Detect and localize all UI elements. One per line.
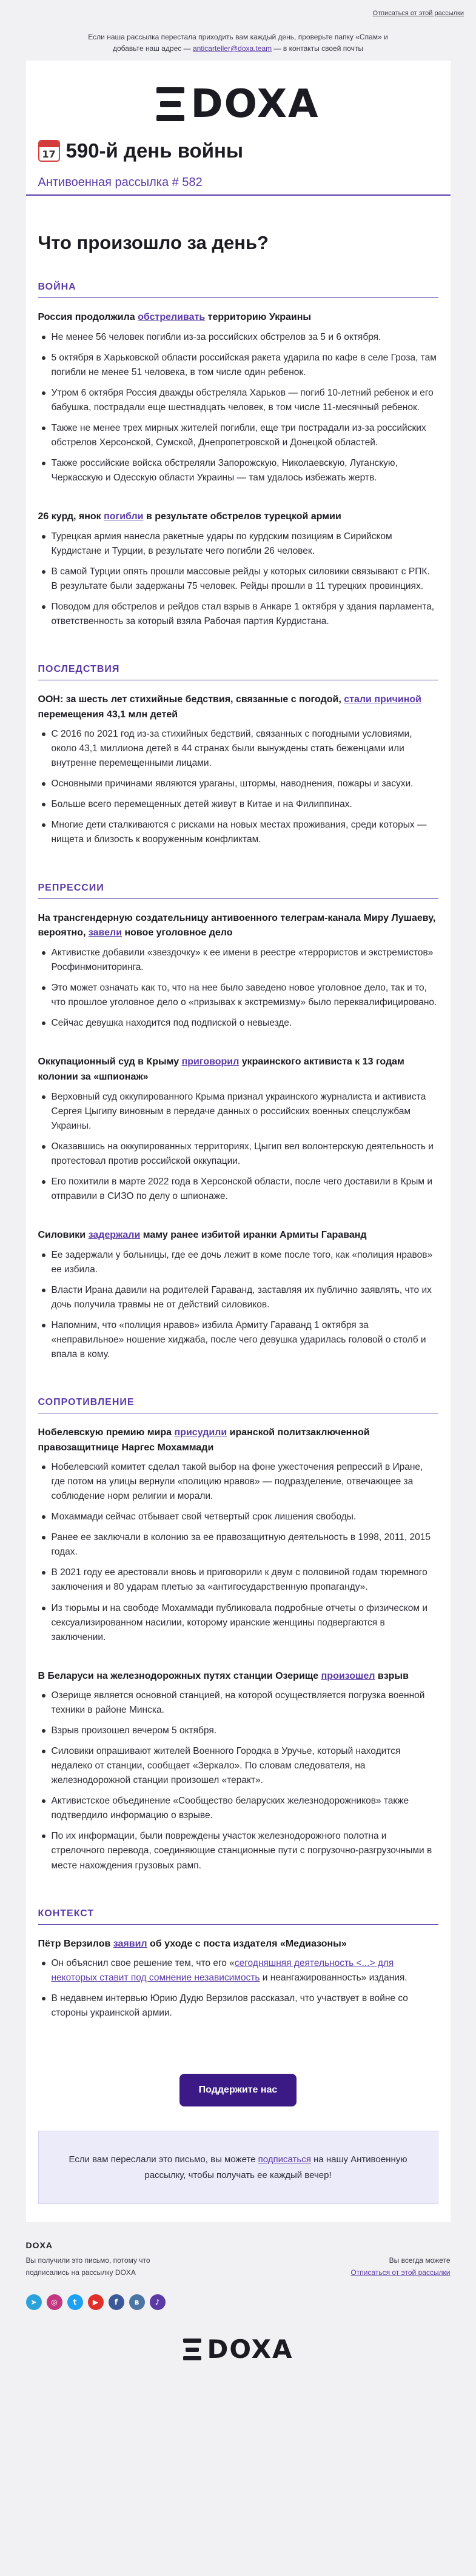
news-item <box>38 1055 438 1204</box>
headline-text: маму ранее избитой иранки Армиты Гараванд <box>140 1229 367 1240</box>
vk-icon[interactable]: в <box>129 2294 145 2310</box>
section-label: КОНТЕКСТ <box>38 1908 438 1925</box>
list-text: В недавнем интервью Юрию Дудю Верзилов рассказал, что участвует в войне со стороны украинской армии. <box>51 1993 408 2019</box>
doxa-logo <box>156 81 320 127</box>
headline-text: взрыв <box>375 1670 409 1681</box>
news-sections <box>26 282 451 2056</box>
header-logo[interactable] <box>26 61 451 139</box>
headline-text: в результате обстрелов турецкой армии <box>143 511 341 522</box>
list-item: В самой Турции опять прошли массовые рейды у кoторых силовики связывают с РПК. В результате были задержаны 75 человек. Рейды прошли в 11 турецких провинциях. <box>52 565 438 594</box>
headline-text: иранской политзаключенной правозащитнице Наргес Мохаммади <box>38 1427 370 1453</box>
list-item: Также российские войска обстреляли Запорожскую, Николаевскую, Луганскую, Черкасскую и Одесскую области Украины — там удалось избежать жертв. <box>52 456 438 485</box>
news-section <box>26 883 451 1397</box>
list-item <box>52 1991 438 2020</box>
contact-email-link[interactable]: antiсarteller@doxa.team <box>192 44 272 53</box>
share-box <box>38 2131 438 2204</box>
headline-source-link[interactable]: завели <box>88 928 122 938</box>
news-item <box>38 911 438 1031</box>
cta-wrap <box>26 2056 451 2131</box>
support-us-button[interactable]: Поддержите нас <box>179 2074 297 2106</box>
headline-source-link[interactable]: погибли <box>104 511 144 522</box>
notice-text: добавьте наш адрес — <box>112 44 193 53</box>
list-item: Активистское объединение «Сообщество беларуских железнодорожников» также подтвердило информацию о взрыве. <box>52 1794 438 1823</box>
notice-text: Если наша рассылка перестала приходить вам каждый день, проверьте папку «Спам» и <box>88 32 388 41</box>
list-item: Оказавшись на оккупированных территориях, Цыгип вел волонтерскую деятельность и протестовал против российской оккупации. <box>52 1140 438 1169</box>
list-item: Активистке добавили «звездочку» к ее имени в реестре «террористов и экстремистов» Росфинмониторинга. <box>52 946 438 975</box>
headline-text: Силовики <box>38 1229 89 1240</box>
bullet-list <box>38 1956 438 2020</box>
headline-text: Пётр Верзилов <box>38 1938 113 1949</box>
headline-source-link[interactable]: задержали <box>88 1229 141 1240</box>
headline-text: территорию Украины <box>205 311 312 322</box>
news-item <box>38 1669 438 1873</box>
section-label: ПОСЛЕДСТВИЯ <box>38 664 438 680</box>
headline-text: 26 курд, янок <box>38 511 104 522</box>
issue-subtitle <box>26 176 451 196</box>
news-item <box>38 310 438 485</box>
facebook-icon[interactable]: f <box>109 2294 124 2310</box>
list-item: Озерище является основной станцией, на которой осуществляется погрузка военной техники в районе Минска. <box>52 1688 438 1718</box>
news-section <box>26 1908 451 2056</box>
list-item: Также не менее трех мирных жителей погибли, еще три пострадали из-за российских обстрелов Херсонской, Сумской, Днепропетровской и Донецкой областей. <box>52 421 438 450</box>
list-item: Взрыв произошел вечером 5 октября. <box>52 1724 438 1738</box>
news-item <box>38 1937 438 2021</box>
headline-text: об уходе с поста издателя «Медиазоны» <box>147 1938 347 1949</box>
bullet-list <box>38 529 438 629</box>
logo-wordmark: DOXA <box>207 2334 293 2364</box>
section-label: СОПРОТИВЛЕНИЕ <box>38 1397 438 1413</box>
headline-source-link[interactable]: произошел <box>321 1670 375 1681</box>
list-text: и неангажированность» издания. <box>260 1973 407 1983</box>
list-text: Он объяснил свое решение тем, что его « <box>51 1958 235 1969</box>
unsubscribe-top-link[interactable]: Отписаться от этой рассылки <box>372 10 464 17</box>
list-item: Не менее 56 человек погибли из-за российских обстрелов за 5 и 6 октября. <box>52 330 438 345</box>
social-links <box>26 2294 451 2310</box>
headline-text: Россия продолжила <box>38 311 138 322</box>
notice-text: — в контакты своей почты <box>272 44 364 53</box>
calendar-icon: 17 <box>38 140 60 162</box>
list-item: Мохаммади сейчас отбывает свой четвертый срок лишения свободы. <box>52 1510 438 1524</box>
headline-source-link[interactable]: обстреливать <box>138 311 206 322</box>
news-headline <box>38 1669 438 1684</box>
news-headline <box>38 1426 438 1456</box>
day-title <box>26 139 451 162</box>
list-item: В 2021 году ее арестовали вновь и приговорили к двум с половиной годам тюремного заключения и 80 ударам плетью за «антигосударственную пропаганду». <box>52 1565 438 1595</box>
bullet-list <box>38 1460 438 1644</box>
doxa-logo-mark-icon <box>156 87 184 121</box>
list-item: Ее задержали у больницы, где ее дочь лежит в коме после того, как «полиция нравов» ее избила. <box>52 1248 438 1277</box>
news-section <box>26 282 451 664</box>
headline-text: украинского активиста к 13 годам колонии за «шпионаж» <box>38 1057 404 1082</box>
news-section <box>26 1397 451 1908</box>
list-item: Турецкая армия нанесла ракетные удары по курдским позициям в Сирийском Курдистане и Турции, в результате чего погибли 26 человек. <box>52 529 438 559</box>
footer-brand: DOXA <box>25 2240 53 2251</box>
bullet-list <box>38 727 438 847</box>
list-item <box>52 1956 438 1985</box>
subscribe-link[interactable]: подписаться <box>258 2154 311 2165</box>
list-item: Больше всего перемещенных детей живут в Китае и на Филиппинах. <box>52 797 438 812</box>
list-item: Из тюрьмы и на свободе Мохаммади публиковала подробные отчеты о физическом и сексуализированном насилии, которому иранские женщины подвергаются в заключении. <box>52 1601 438 1645</box>
twitter-icon[interactable]: t <box>67 2294 83 2310</box>
list-item: Поводом для обстрелов и рейдов стал взрыв в Анкаре 1 октября у здания парламента, ответственность за который взяла Рабочая партия Курдистана. <box>52 600 438 629</box>
news-headline <box>38 510 438 525</box>
bullet-list <box>38 330 438 485</box>
day-title-text: 590-й день войны <box>65 139 244 162</box>
list-item: Напомним, что «полиция нравов» избила Армиту Гараванд 1 октября за «неправильное» ношение хиджаба, после чего девушка ударилась головой о столб и впала в кому. <box>52 1318 438 1362</box>
newsletter-label: Антивоенная рассылка <box>38 175 169 189</box>
doxa-logo-mark-icon <box>183 2339 201 2360</box>
list-item: С 2016 по 2021 год из-за стихийных бедствий, связанных с погодными условиями, около 43,1 миллиона детей в 44 странах были вынуждены стать беженцами или внутренне перемещенными лицами. <box>52 727 438 771</box>
news-headline <box>38 1937 438 1952</box>
list-item: 5 октября в Харьковской области российская ракета ударила по кафе в селе Грoза, там погибли не менее 51 человека, в том числе один ребенок. <box>52 351 438 380</box>
headline-source-link[interactable]: приговорил <box>181 1057 240 1067</box>
news-headline <box>38 911 438 941</box>
delivery-notice <box>69 32 408 55</box>
bullet-list <box>38 1248 438 1362</box>
telegram-icon[interactable]: ➤ <box>26 2294 42 2310</box>
logo-wordmark: DOXA <box>190 81 320 127</box>
share-text: на нашу Антивоенную рассылку, чтобы получать ее каждый вечер! <box>144 2154 407 2180</box>
list-item: Силовики опрашивают жителей Военного Городка в Уручье, который находится недалеко от станции, сообщает «Зеркало». По словам следователя, на железнодорожной станции произошел «теракт». <box>52 1744 438 1788</box>
footer-logo[interactable] <box>26 2310 451 2390</box>
newsletter-body <box>26 61 451 2222</box>
list-item: Власти Ирана давили на родителей Гараванд, заставляя их публично заявлять, что их дочь получила травмы не от действий силовиков. <box>52 1283 438 1312</box>
headline-text: Нобелевскую премию мира <box>38 1427 175 1438</box>
list-item: Многие дети сталкиваются с рисками на новых местах проживания, среди которых — нищета и близость к вооруженным конфликтам. <box>52 818 438 847</box>
bullet-list <box>38 1090 438 1204</box>
list-item: Это может означать как то, что на нее было заведено новое уголовное дело, так и то, что прошлое уголовное дело о «призывах к экстремизму» было переквалифицировано. <box>52 981 438 1010</box>
tiktok-icon[interactable]: ♪ <box>150 2294 166 2310</box>
list-item: Верховный суд оккупированного Крыма признал украинского журналиста и активиста Сергея Цыгипу виновным в передаче данных о российских военных спецслужбам Украины. <box>52 1090 438 1134</box>
quote-link[interactable]: сегодняшняя деятельность <...> для некоторых ставит под сомнение независимость <box>51 1958 394 1983</box>
list-item: Его похитили в марте 2022 года в Херсонской области, после чего доставили в Крым и отправили в СИЗО по делу о шпионаже. <box>52 1175 438 1204</box>
headline-source-link[interactable]: присудили <box>174 1427 227 1438</box>
bullet-list <box>38 1688 438 1873</box>
doxa-logo <box>183 2334 293 2364</box>
list-item: Ранее ее заключали в колонию за ее правозащитную деятельность в 1998, 2011, 2015 годах. <box>52 1530 438 1559</box>
news-headline <box>38 692 438 723</box>
instagram-icon[interactable]: ◎ <box>47 2294 62 2310</box>
news-item <box>38 1228 438 1362</box>
footer <box>26 2222 451 2389</box>
headline-text: На трансгендерную создательницу антивоенного телеграм-канала Миру Лушаеву, вероятно, <box>38 912 436 938</box>
youtube-icon[interactable]: ▶ <box>88 2294 104 2310</box>
list-item: Утром 6 октября Россия дважды обстреляла Харьков — погиб 10-летний ребенок и его бабушка, пострадали еще шестнадцать человек, в том числе 11-месячный ребенок. <box>52 386 438 415</box>
headline-text: новое уголовное дело <box>122 928 233 938</box>
news-item <box>38 1426 438 1645</box>
preheader <box>0 0 476 61</box>
list-item: Сейчас девушка находится под подпиской о невыезде. <box>52 1016 438 1031</box>
footer-right-text: Вы всегда можете <box>389 2256 451 2265</box>
news-headline <box>38 1228 438 1243</box>
unsubscribe-footer-link[interactable]: Отписаться от этой рассылки <box>350 2268 451 2277</box>
list-item: По их информации, были повреждены участок железнодорожного полотна и стрелочного перевода, соединяющие станционные пути с погрузочно-разгрузочными в месте нахождения грузовых рамп. <box>52 1829 438 1873</box>
news-section <box>26 664 451 883</box>
list-item: Основными причинами являются ураганы, штормы, наводнения, пожары и засухи. <box>52 777 438 791</box>
issue-number: # 582 <box>172 175 203 189</box>
headline-source-link[interactable]: заявил <box>113 1938 147 1949</box>
news-headline <box>38 310 438 325</box>
footer-right <box>350 2255 450 2278</box>
share-text: Если вам переслали это письмо, вы можете <box>69 2154 258 2165</box>
headline-source-link[interactable]: стали причиной <box>344 694 421 705</box>
section-label: ВОЙНА <box>38 282 438 298</box>
news-headline <box>38 1055 438 1085</box>
section-label: РЕПРЕССИИ <box>38 883 438 899</box>
bullet-list <box>38 946 438 1031</box>
headline-text: В Беларуси на железнодорожных путях станции Озерище <box>38 1670 321 1681</box>
headline-text: ООН: за шесть лет стихийные бедствия, связанные с погодой, <box>38 694 344 705</box>
news-item <box>38 692 438 848</box>
headline-text: перемещения 43,1 млн детей <box>38 709 178 720</box>
news-item <box>38 510 438 629</box>
headline-text: Оккупационный суд в Крыму <box>38 1057 182 1067</box>
main-title: Что произошло за день? <box>38 231 269 253</box>
footer-reason: Вы получили это письмо, потому что подписались на рассылку DOXA <box>25 2256 150 2277</box>
list-item: Нобелевский комитет сделал такой выбор на фоне ужесточения репрессий в Иране, где потом на улицы вернули «полицию нравов» — подразделение, отвечающее за соблюдение норм религии и морали. <box>52 1460 438 1504</box>
